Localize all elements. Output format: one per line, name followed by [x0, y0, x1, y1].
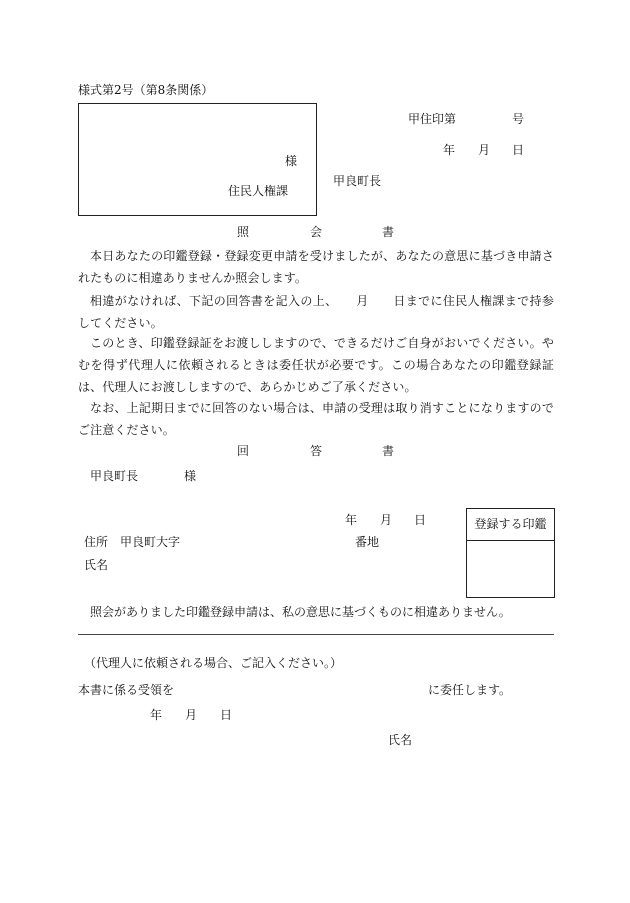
answer-date-year: 年	[345, 513, 358, 527]
address-honorific: 様	[285, 154, 298, 168]
answer-date-month: 月	[380, 513, 393, 527]
proxy-line-suffix: に委任します。	[428, 683, 512, 697]
issue-date-day: 日	[512, 143, 525, 157]
proxy-date-month: 月	[185, 708, 198, 722]
proxy-name-label: 氏名	[388, 733, 413, 747]
issue-date-month: 月	[478, 143, 491, 157]
answer-honorific: 様	[184, 469, 197, 483]
sender-department: 住民人権課	[228, 184, 289, 198]
paragraph-3: このとき、印鑑登録証をお渡ししますので、できるだけご自身がおいでください。やむを得ず代理人に依頼されるときは委任状が必要です。この場合あなたの印鑑登録証は、代理人にお渡ししますので、あらかじめご了承ください。	[78, 336, 554, 394]
paragraph-2: 相違がなければ、下記の回答書を記入の上、 月 日までに住民人権課まで持参してください。	[78, 294, 554, 330]
name-label: 氏名	[84, 558, 109, 572]
address-box	[78, 103, 317, 216]
address-value: 甲良町大字	[120, 535, 181, 549]
answer-date-day: 日	[414, 513, 427, 527]
doc-number-suffix: 号	[512, 112, 525, 126]
divider	[78, 634, 554, 635]
answer-addressee: 甲良町長	[90, 469, 139, 483]
answer-title-char-2: 答	[310, 444, 323, 458]
answer-statement: 照会がありました印鑑登録申請は、私の意思に基づくものに相違ありません。	[90, 605, 511, 619]
banchi-label: 番地	[355, 535, 380, 549]
proxy-line-prefix: 本書に係る受領を	[78, 683, 175, 697]
seal-box	[466, 508, 555, 598]
doc-number-prefix: 甲住印第	[408, 112, 457, 126]
answer-title-char-3: 書	[382, 444, 395, 458]
proxy-note: （代理人に依頼される場合、ご記入ください。）	[84, 656, 343, 670]
inquiry-title-char-1: 照	[237, 225, 250, 239]
seal-box-label: 登録する印鑑	[467, 509, 554, 541]
proxy-date-day: 日	[220, 708, 233, 722]
proxy-date-year: 年	[150, 708, 163, 722]
paragraph-1: 本日あなたの印鑑登録・登録変更申請を受けましたが、あなたの意思に基づき申請されたものに相違ありませんか照会します。	[78, 249, 554, 285]
issue-date-year: 年	[443, 143, 456, 157]
form-number: 様式第2号（第8条関係）	[78, 83, 214, 97]
paragraph-4: なお、上記期日までに回答のない場合は、申請の受理は取り消すことになりますのでご注意ください。	[78, 401, 554, 437]
address-label: 住所	[84, 535, 109, 549]
issuer: 甲良町長	[333, 174, 382, 188]
inquiry-title-char-3: 書	[382, 225, 395, 239]
answer-title-char-1: 回	[237, 444, 250, 458]
inquiry-title-char-2: 会	[310, 225, 323, 239]
